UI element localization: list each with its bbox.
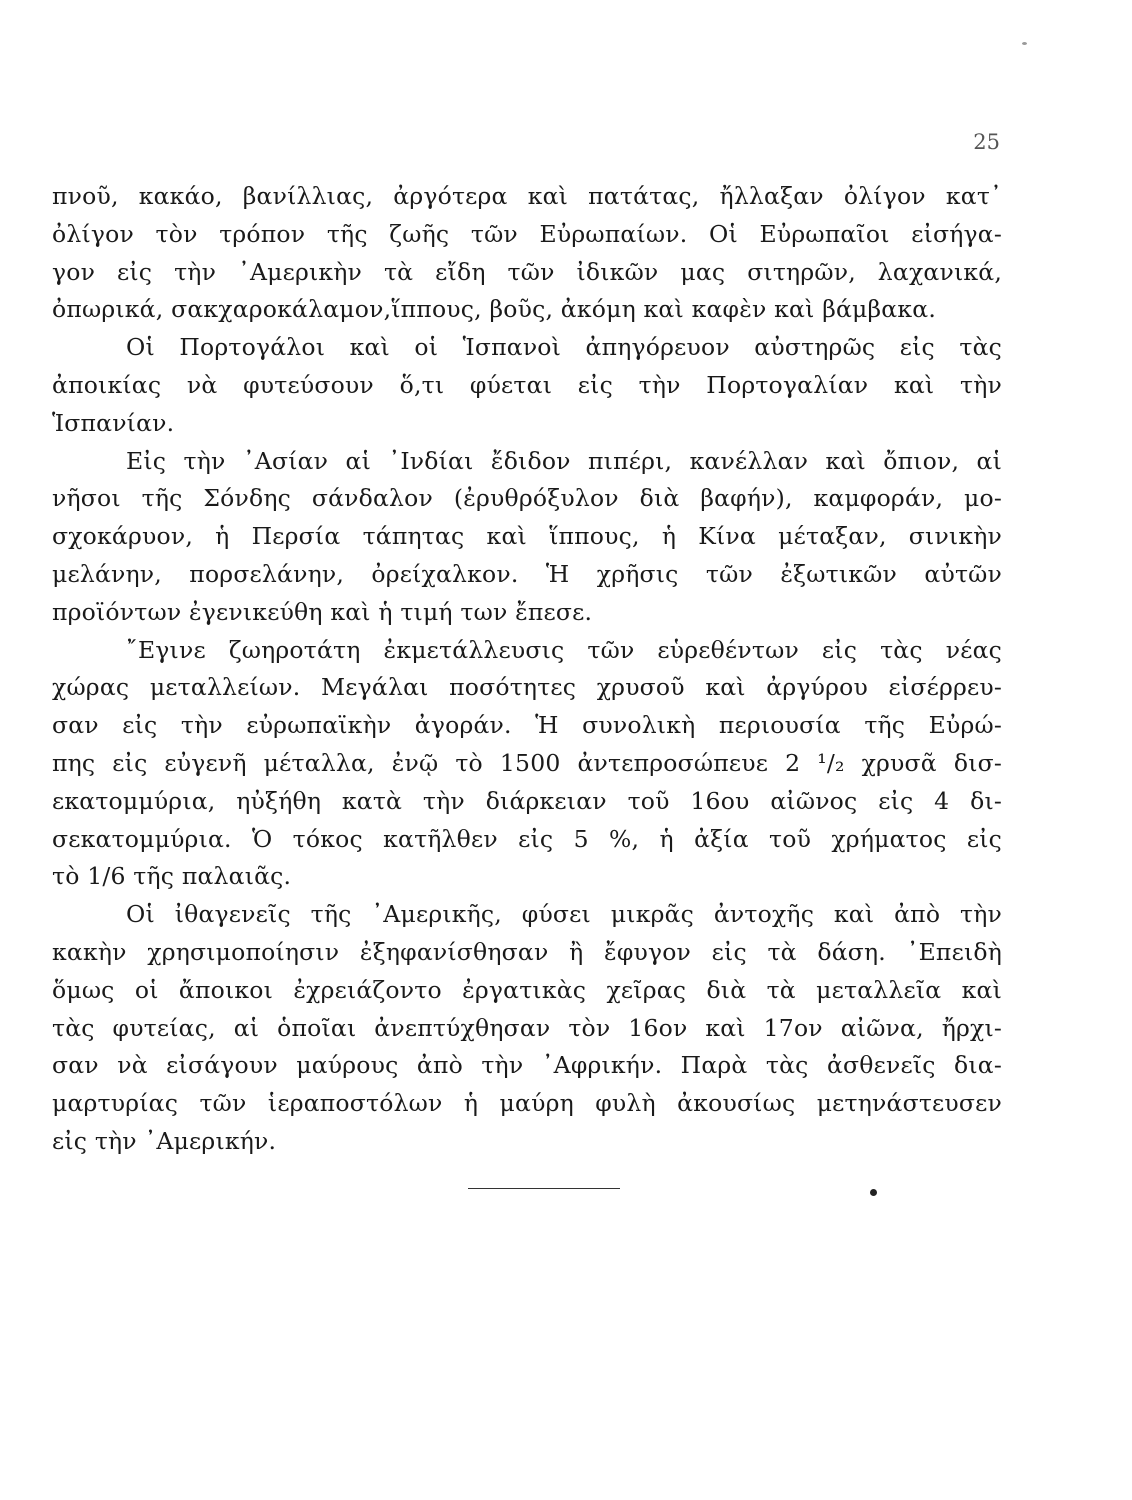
text-line: μελάνην, πορσελάνην, ὀρείχαλκον. Ἡ χρῆσις τῶν ἐξωτικῶν αὐτῶν (52, 559, 1002, 588)
page-number: 25 (973, 130, 1000, 154)
text-line: χώρας μεταλλείων. Μεγάλαι ποσότητες χρυσοῦ καὶ ἀργύρου εἰσέρρευ- (52, 673, 1002, 702)
text-line: Εἰς τὴν ᾽Ασίαν αἱ ᾽Ινδίαι ἔδιδον πιπέρι, κανέλλαν καὶ ὄπιον, αἱ (126, 446, 1002, 475)
text-line: ὀπωρικά, σακχαροκάλαμον,ἵππους, βοῦς, ἀκόμη καὶ καφὲν καὶ βάμβακα. (52, 295, 937, 324)
text-line: ὅμως οἱ ἄποικοι ἐχρειάζοντο ἐργατικὰς χεῖρας διὰ τὰ μεταλλεῖα καὶ (52, 975, 1002, 1004)
text-line: εἰς τὴν ᾽Αμερικήν. (52, 1126, 277, 1155)
text-line: κακὴν χρησιμοποίησιν ἐξηφανίσθησαν ἢ ἔφυγον εἰς τὰ δάση. ᾽Επειδὴ (52, 937, 1002, 966)
text-line: σεκατομμύρια. Ὁ τόκος κατῆλθεν εἰς 5 %, ἡ ἀξία τοῦ χρήματος εἰς (52, 824, 1002, 853)
text-line: σαν εἰς τὴν εὐρωπαϊκὴν ἀγοράν. Ἡ συνολικὴ περιουσία τῆς Εὐρώ- (52, 711, 1002, 740)
text-line: εκατομμύρια, ηὐξήθη κατὰ τὴν διάρκειαν τοῦ 16ου αἰῶνος εἰς 4 δι- (52, 786, 1002, 815)
text-line: Οἱ ἰθαγενεῖς τῆς ᾽Αμερικῆς, φύσει μικρᾶς ἀντοχῆς καὶ ἀπὸ τὴν (126, 900, 1002, 929)
text-line: πνοῦ, κακάο, βανίλλιας, ἀργότερα καὶ πατάτας, ἤλλαξαν ὀλίγον κατ᾽ (52, 182, 1002, 210)
ink-dot (870, 1189, 877, 1196)
section-end-rule (468, 1188, 620, 1189)
text-line: ἀποικίας νὰ φυτεύσουν ὅ,τι φύεται εἰς τὴν Πορτογαλίαν καὶ τὴν (52, 370, 1002, 399)
text-line: μαρτυρίας τῶν ἱεραποστόλων ἡ μαύρη φυλὴ ἀκουσίως μετηνάστευσεν (52, 1089, 1002, 1118)
text-line: προϊόντων ἐγενικεύθη καὶ ἡ τιμή των ἔπεσε. (52, 597, 593, 626)
text-line: νῆσοι τῆς Σόνδης σάνδαλον (ἐρυθρόξυλον διὰ βαφήν), καμφοράν, μο- (52, 484, 1002, 513)
text-line: γον εἰς τὴν ᾽Αμερικὴν τὰ εἴδη τῶν ἰδικῶν μας σιτηρῶν, λαχανικά, (52, 257, 1002, 286)
text-line: τὸ 1/6 τῆς παλαιᾶς. (52, 862, 292, 891)
text-line: σχοκάρυον, ἡ Περσία τάπητας καὶ ἵππους, ἡ Κίνα μέταξαν, σινικὴν (52, 522, 1002, 551)
body-text (52, 178, 1002, 1161)
text-line: ὀλίγον τὸν τρόπον τῆς ζωῆς τῶν Εὐρωπαίων. Οἱ Εὐρωπαῖοι εἰσήγα- (52, 219, 1002, 248)
text-line: Οἱ Πορτογάλοι καὶ οἱ Ἱσπανοὶ ἀπηγόρευον αὐστηρῶς εἰς τὰς (126, 333, 1002, 362)
text-line: σαν νὰ εἰσάγουν μαύρους ἀπὸ τὴν ᾽Αφρικήν. Παρὰ τὰς ἀσθενεῖς δια- (52, 1051, 1002, 1080)
text-line: Ἱσπανίαν. (52, 408, 175, 437)
text-line: τὰς φυτείας, αἱ ὁποῖαι ἀνεπτύχθησαν τὸν 16ον καὶ 17ον αἰῶνα, ἤρχι- (52, 1013, 1002, 1042)
text-line: πης εἰς εὐγενῆ μέταλλα, ἐνῷ τὸ 1500 ἀντεπροσώπευε 2 ¹/₂ χρυσᾶ δισ- (52, 748, 1002, 777)
paper-speck (1022, 42, 1027, 45)
text-line: ῎Εγινε ζωηροτάτη ἐκμετάλλευσις τῶν εὑρεθέντων εἰς τὰς νέας (126, 635, 1002, 664)
